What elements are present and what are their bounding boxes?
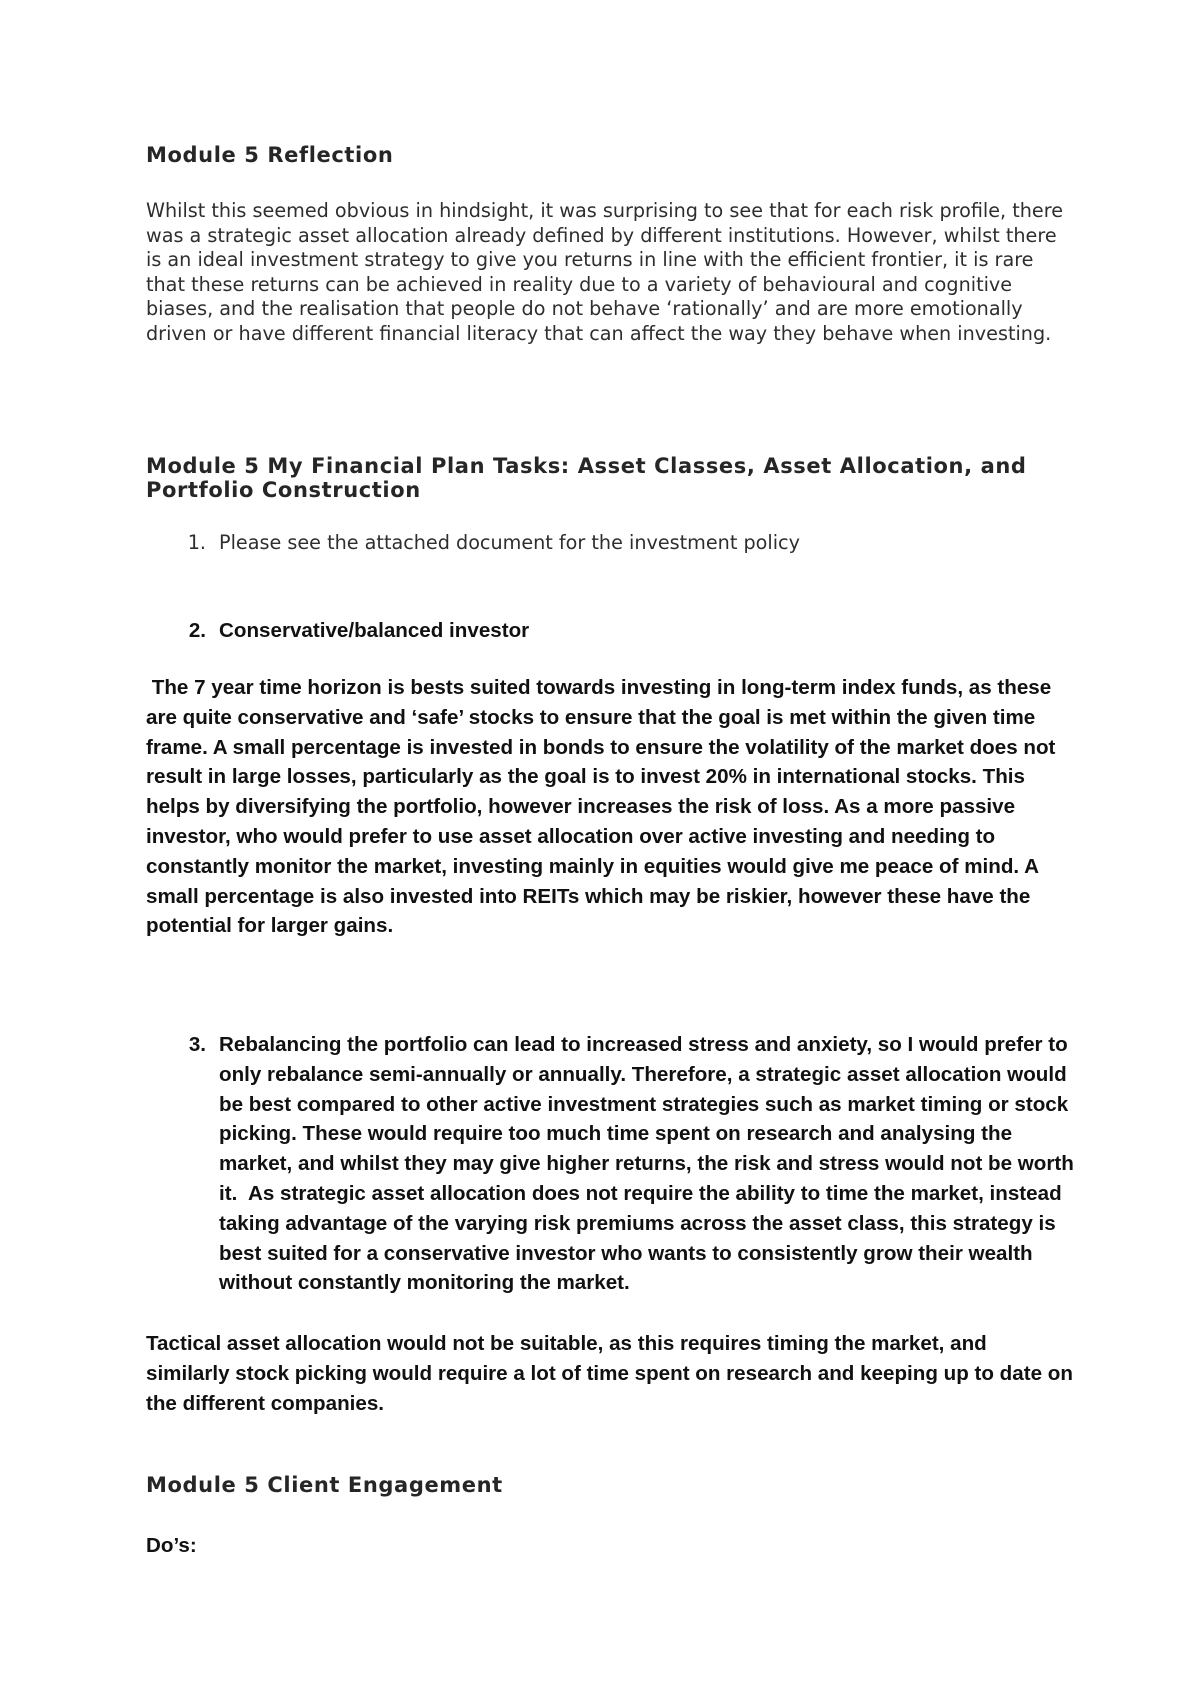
plan-item-2-paragraph: The 7 year time horizon is bests suited towards investing in long-term index funds, as these are quite conservative and ‘safe’ stocks to ensure that the goal is met within the given time frame. A small percentage is invested in bonds to ensure the volatility of the market does not result in large losses, particularly as the goal is to invest 20% in international stocks. This helps by diversifying the portfolio, however increases the risk of loss. As a more passive investor, who would prefer to use asset allocation over active investing and needing to constantly monitor the market, investing mainly in equities would give me peace of mind. A small percentage is also invested into REITs which may be riskier, however these have the potential for larger gains. <box>146 676 1062 938</box>
engagement-heading: Module 5 Client Engagement <box>146 1473 503 1497</box>
plan-item-1-number: 1. <box>187 531 206 554</box>
plan-item-3-number: 3. <box>188 1033 206 1056</box>
plan-item-3-text: Rebalancing the portfolio can lead to increased stress and anxiety, so I would prefer to only rebalance semi-annually or annually. Therefore, a strategic asset allocation would be best compared to other active investment strategies such as market timing or stock picking. These would require too much time spent on research and analysing the market, and whilst they may give higher returns, the risk and stress would not be worth it. As strategic asset allocation does not require the ability to time the market, instead taking advantage of the varying risk premiums across the asset class, this strategy is best suited for a conservative investor who wants to consistently grow their wealth without constantly monitoring the market. <box>219 1033 1080 1295</box>
plan-item-2 <box>146 616 1076 646</box>
dos-label: Do’s: <box>146 1534 197 1557</box>
plan-item-3 <box>146 1030 1080 1298</box>
plan-item-1-text: Please see the attached document for the investment policy <box>219 531 800 554</box>
plan-item-1 <box>146 531 1076 556</box>
plan-item-3-paragraph: Tactical asset allocation would not be suitable, as this requires timing the market, and similarly stock picking would require a lot of time spent on research and keeping up to date on the different companies. <box>146 1332 1073 1415</box>
reflection-paragraph: Whilst this seemed obvious in hindsight, it was surprising to see that for each risk profile, there was a strategic asset allocation already defined by different institutions. However, whilst there is an ideal investment strategy to give you returns in line with the efficient frontier, it is rare that these returns can be achieved in reality due to a variety of behavioural and cognitive biases, and the realisation that people do not behave ‘rationally’ and are more emotionally driven or have different financial literacy that can affect the way they behave when investing. <box>146 199 1064 345</box>
reflection-heading: Module 5 Reflection <box>146 143 394 167</box>
plan-item-2-number: 2. <box>188 619 206 642</box>
plan-item-2-text: Conservative/balanced investor <box>219 619 530 642</box>
plan-heading: Module 5 My Financial Plan Tasks: Asset Classes, Asset Allocation, and Portfolio Construction <box>146 454 1027 502</box>
